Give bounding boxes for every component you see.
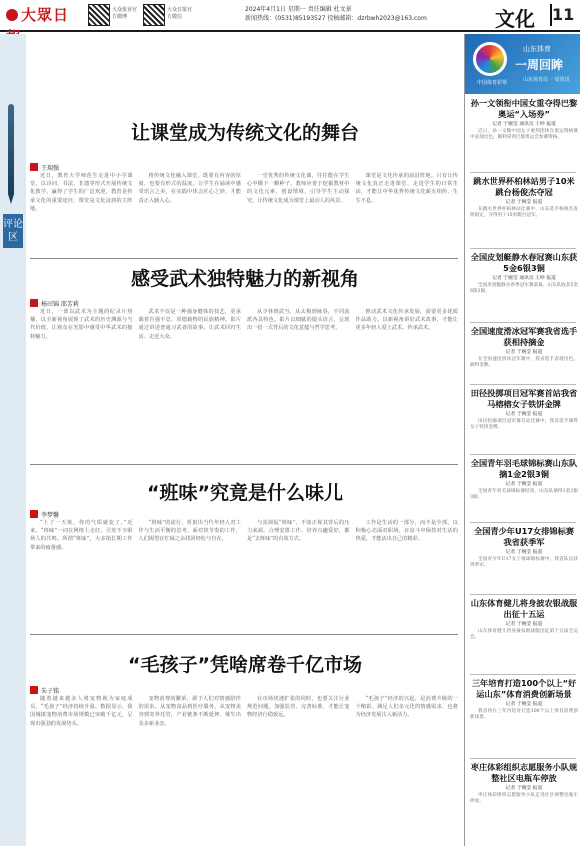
news-brief — [470, 252, 578, 296]
article-byline: 杨田锦 邵芳莉 — [30, 299, 79, 308]
brief-title: 山东体育健儿将身披农银战服出征十五运 — [470, 598, 578, 619]
qr-code-icon — [88, 4, 110, 26]
brief-body: 田径投掷项目冠军赛首站比赛中，我省选手摘得女子铁饼金牌。 — [470, 419, 578, 431]
news-brief — [470, 598, 578, 642]
article-body — [30, 308, 458, 458]
article-headline: “班味”究竟是什么味儿 — [147, 482, 343, 504]
brief-divider — [470, 454, 576, 455]
brief-divider — [470, 758, 576, 759]
article-column: 将传统文化融入课堂，既要有内容的厚度，也要有形式的温度。让学生在诵读中感受语言之美，在实践中体会匠心之妙，才能真正入脑入心。 — [138, 173, 241, 204]
logo-emblem-icon — [6, 9, 18, 21]
article-headline: 感受武术独特魅力的新视角 — [130, 268, 359, 290]
brief-divider — [470, 248, 576, 249]
article-column: “毛孩子”经济的兴起，是消费升级的一个缩影。满足人们多元化的情感需求，也将为经济发展注入新活力。 — [355, 696, 458, 719]
brief-body: 在全国速度滑冰冠军赛中，我省选手表现出色，摘得金牌。 — [470, 357, 578, 369]
brief-body: 山东体育健儿将身披农银战服出征第十五届全运会。 — [470, 629, 578, 641]
banner-subtitle: 山东体育 — [523, 45, 551, 53]
brief-title: 全国青少年U17女排锦标赛我省获季军 — [474, 526, 574, 547]
brief-byline: 记者 于婉莹 报道 — [505, 482, 543, 487]
news-brief — [470, 458, 578, 502]
brief-title: 全国皮划艇静水春冠赛山东获5金6银3铜 — [470, 252, 578, 273]
sports-news-column — [464, 34, 580, 846]
brief-title: 全国速度滑冰冠军赛我省选手获相持摘金 — [470, 326, 578, 347]
article-divider — [30, 464, 458, 465]
brief-body: 全国青少年U17女子排球锦标赛中，我省队伍获得季军。 — [470, 557, 578, 569]
brief-body: 全国皮划艇静水春季冠军赛落幕，山东队收获5金6银3铜。 — [470, 283, 578, 295]
article-column: 近日，教育大学师范生走进中小学课堂，以诗词、书法、非遗等形式开展传统文化教学，赢得了学生的广泛欢迎。教育是传承文化的重要途径，课堂是文化浸润的主阵地。 — [30, 173, 133, 212]
brief-divider — [470, 322, 576, 323]
article-column: 从少林到武当，从太极到咏春，不同流派各具特色。影片以细腻的镜头语言，呈现出一招一式背后的文化意蕴与哲学思考。 — [247, 309, 350, 332]
logo-text: 大眾日 — [21, 6, 70, 24]
article-column: 武术不仅是一种强身健体的技艺，更承载着自强不息、厚德载物的民族精神。影片通过讲述普通习武者的故事，让武术回归生活、走近大众。 — [138, 309, 241, 340]
commentary-sidebar — [0, 34, 26, 846]
news-brief — [470, 678, 578, 722]
article-headline: “毛孩子”凭啥席卷千亿市场 — [128, 654, 362, 676]
news-brief — [470, 326, 578, 370]
news-brief — [470, 176, 578, 220]
lottery-emblem-icon — [473, 42, 507, 76]
brief-byline: 记者 于婉莹 报道 — [505, 550, 543, 555]
brief-body: 枣庄体彩组织志愿服务小队走进社区规整电瓶车停放。 — [470, 793, 578, 805]
sidebar-label: 评论区 — [3, 214, 23, 248]
article-column: 一堂优秀的传统文化课，往往能在学生心中播下一颗种子。教师应善于挖掘教材中的文化元素，创设情境，引导学生主动探究，让传统文化成为课堂上最动人的风景。 — [247, 173, 350, 204]
article-column: “上了一天班，你的气质就变了。”近来，“班味”一词在网络上走红，引发不少职场人的共鸣。所谓“班味”，大多指长期工作带来的疲惫感。 — [30, 520, 133, 551]
brief-byline: 记者 于婉莹 报道 — [505, 702, 543, 707]
qr-caption: 大众日报官方微信 — [167, 7, 193, 20]
banner-title: 一周回眸 — [515, 58, 564, 72]
article-column: 近日，一部以武术为主题的纪录片热播，以全新视角展现了武术的历史渊源与当代价值，让观众在光影中感受中华武术的独特魅力。 — [30, 309, 133, 340]
brief-byline: 记者 于婉莹 报道 — [505, 200, 543, 205]
article-body — [30, 695, 458, 841]
article-column: 在市场快速扩张的同时，也要关注行业规范问题。加强监管、完善标准，才能让宠物经济行稳致远。 — [247, 696, 350, 719]
news-brief — [470, 762, 578, 806]
brief-divider — [470, 384, 576, 385]
article-column: 推动武术文化传承发展，需要更多优质作品助力。以新视角讲好武术故事，才能让更多年轻人爱上武术、传承武术。 — [355, 309, 458, 332]
article-column: 随着越来越多人将宠物视为家庭成员，“毛孩子”经济持续升温。数据显示，我国城镇宠物消费市场规模已突破千亿元，呈现出强劲的发展势头。 — [30, 696, 133, 727]
article-column: 课堂是文化传承的前沿阵地。只有让传统文化真正走进课堂、走进学生的日常生活，才能让中华优秀传统文化薪火相传、生生不息。 — [355, 173, 458, 204]
news-brief — [470, 526, 578, 570]
article-byline: 朱子铭 — [30, 686, 59, 695]
article-body — [30, 519, 458, 629]
brief-body: 在跳水世界杯柏林站比赛中，山东选手杨俊杰发挥稳定，夺得男子10米跳台冠军。 — [470, 207, 578, 219]
article-column: “班味”的流行，折射出当代年轻人对工作与生活平衡的思考。面对快节奏的工作，人们渴望在忙碌之余找回轻松与自在。 — [138, 520, 241, 543]
article-headline: 让课堂成为传统文化的舞台 — [130, 122, 359, 144]
qr-code-icon — [143, 4, 165, 26]
section-title: 文化 — [495, 7, 535, 31]
brief-title: 跳水世界杯柏林站男子10米跳台杨俊杰夺冠 — [473, 176, 575, 197]
brief-byline: 记者 于婉莹 报道 — [505, 412, 543, 417]
article-byline: 王瑞强 — [30, 163, 59, 172]
brief-title: 枣庄体彩组织志愿服务小队规整社区电瓶车停放 — [470, 762, 578, 783]
emblem-caption: 中国体育彩票 — [476, 80, 507, 86]
article-divider — [30, 258, 458, 259]
sports-banner — [465, 34, 580, 94]
qr-caption: 大众报业官方微博 — [112, 7, 138, 20]
news-brief — [470, 388, 578, 432]
brief-title: 田径投掷项目冠军赛首站我省马榕榕女子铁饼金牌 — [470, 388, 578, 409]
brief-divider — [470, 522, 576, 523]
article-column: 工作是生活的一部分，而不是全部。以积极心态面对职场，在奋斗中保持对生活的热爱，才能活出自己的精彩。 — [355, 520, 458, 543]
article-body — [30, 172, 458, 252]
pen-nib-icon — [8, 194, 14, 204]
masthead — [0, 0, 580, 32]
brief-byline: 记者 于婉莹 报道 — [505, 786, 543, 791]
brief-byline: 记者 于婉莹 通讯员 王坤 报道 — [492, 122, 556, 127]
brief-title: 孙一文领衔中国女重夺得巴黎奥运“入场券” — [470, 98, 578, 119]
masthead-contact: 新闻热线：(0531)85193527 投稿邮箱：dzrbwh2023@163.com — [245, 15, 427, 22]
brief-title: 全国青年羽毛球锦标赛山东队摘1金2银3铜 — [470, 458, 578, 479]
brief-body: 近日，孙一文随中国女子重剑团体在奥运资格赛中表现出色，顺利拿到巴黎奥运会参赛资格。 — [470, 129, 578, 141]
article-column: 宠物消费的繁荣，源于人们对情感陪伴的需求。从宠物食品到医疗服务，从宠物美容到寄养托管，产业链条不断延伸，催生出众多新业态。 — [138, 696, 241, 727]
brief-divider — [470, 172, 576, 173]
brief-byline: 记者 于婉莹 报道 — [505, 622, 543, 627]
newspaper-logo — [6, 4, 84, 26]
brief-divider — [470, 674, 576, 675]
brief-byline: 记者 于婉莹 通讯员 王坤 报道 — [492, 276, 556, 281]
brief-body: 全国青年羽毛球锦标赛结束，山东队摘得1金2银3铜。 — [470, 489, 578, 501]
news-brief — [470, 98, 578, 142]
banner-tagline: 山东体育局 一周资讯 — [523, 77, 570, 83]
page-number: 11 — [552, 5, 575, 24]
pen-icon — [8, 104, 14, 194]
brief-body: 我省将在三年内培育打造100个以上体育消费创新场景。 — [470, 709, 578, 721]
masthead-meta — [245, 5, 485, 23]
brief-byline: 记者 于婉莹 报道 — [505, 350, 543, 355]
article-column: 与其调侃“班味”，不如正视其背后的压力来源。合理安排工作、培养兴趣爱好，都是“去班味”的有效方式。 — [247, 520, 350, 543]
brief-divider — [470, 594, 576, 595]
brief-title: 三年培育打造100个以上“好运山东”体育消费创新场景 — [471, 678, 577, 699]
article-byline: 李梦馨 — [30, 510, 59, 519]
article-divider — [30, 634, 458, 635]
masthead-date: 2024年4月1日 星期一 责任编辑 杜文景 — [245, 6, 352, 13]
